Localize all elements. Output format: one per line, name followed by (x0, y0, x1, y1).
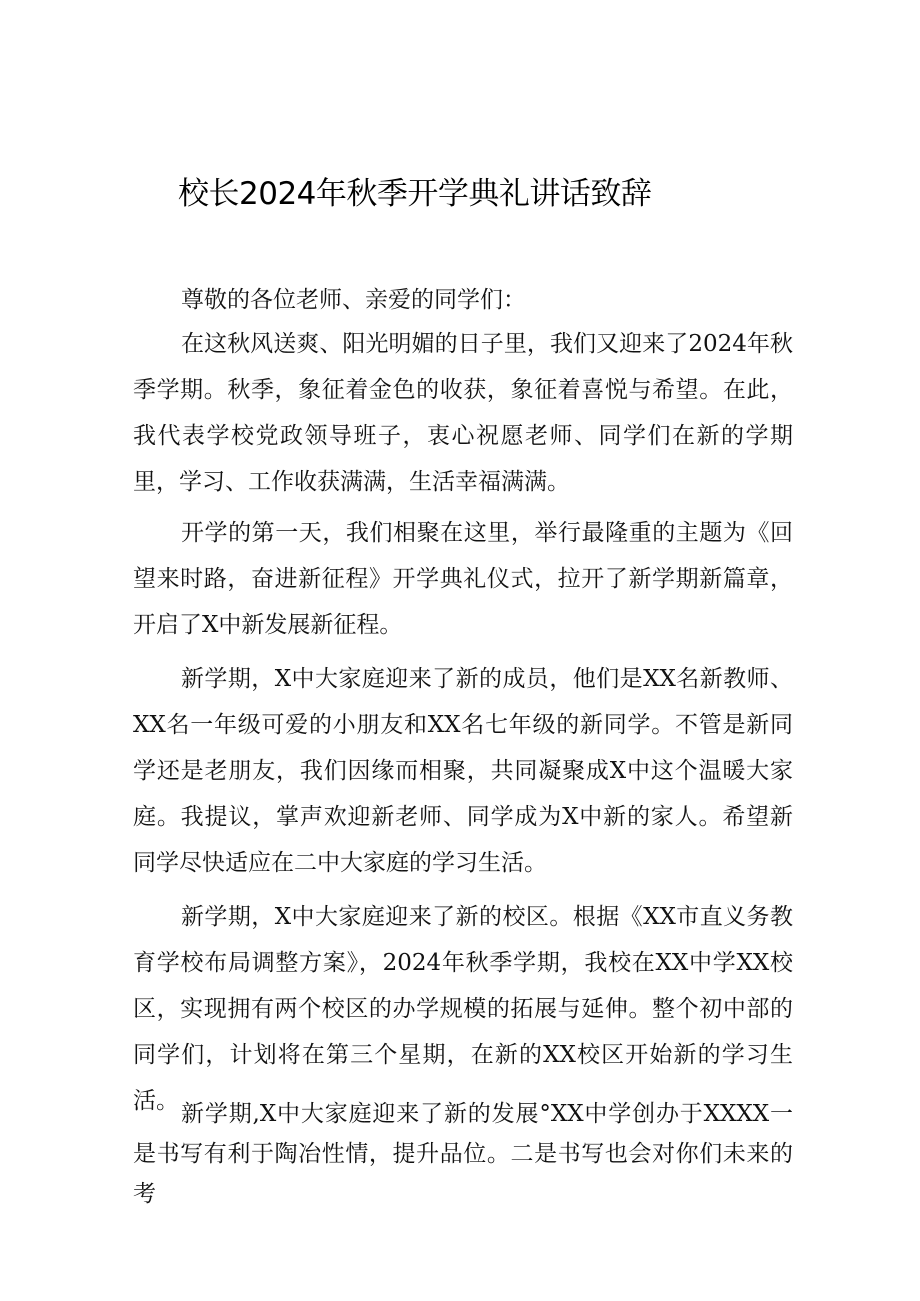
greeting: 尊敬的各位老师、亲爱的同学们： (181, 287, 526, 313)
paragraph-4: 新学期，X中大家庭迎来了新的校区。根据《XX市直义务教育学校布局调整方案》，2024年秋季学期，我校在XX中学XX校区，实现拥有两个校区的办学规模的拓展与延伸。整个初中部的同学们，计划将在第三个星期，在新的XX校区开始新的学习生活。 (133, 904, 793, 1114)
paragraph-2: 开学的第一天，我们相聚在这里，举行最隆重的主题为《回望来时路，奋进新征程》开学典礼仪式，拉开了新学期新篇章，开启了X中新发展新征程。 (133, 520, 793, 638)
paragraph-3: 新学期，X中大家庭迎来了新的成员，他们是XX名新教师、XX名一年级可爱的小朋友和XX名七年级的新同学。不管是新同学还是老朋友，我们因缘而相聚，共同凝聚成X中这个温暖大家庭。我提议，掌声欢迎新老师、同学成为X中新的家人。希望新同学尽快适应在二中大家庭的学习生活。 (133, 666, 793, 876)
document-title: 校长2024年秋季开学典礼讲话致辞 (178, 176, 652, 212)
paragraph-5: 新学期,X中大家庭迎来了新的发展°XX中学创办于XXXX一是书写有利于陶冶性情，提升品位。二是书写也会对你们未来的考 (133, 1101, 793, 1207)
paragraph-1: 在这秋风送爽、阳光明媚的日子里，我们又迎来了2024年秋季学期。秋季，象征着金色的收获，象征着喜悦与希望。在此，我代表学校党政领导班子，衷心祝愿老师、同学们在新的学期里，学习、工作收获满满，生活幸福满满。 (133, 331, 793, 495)
